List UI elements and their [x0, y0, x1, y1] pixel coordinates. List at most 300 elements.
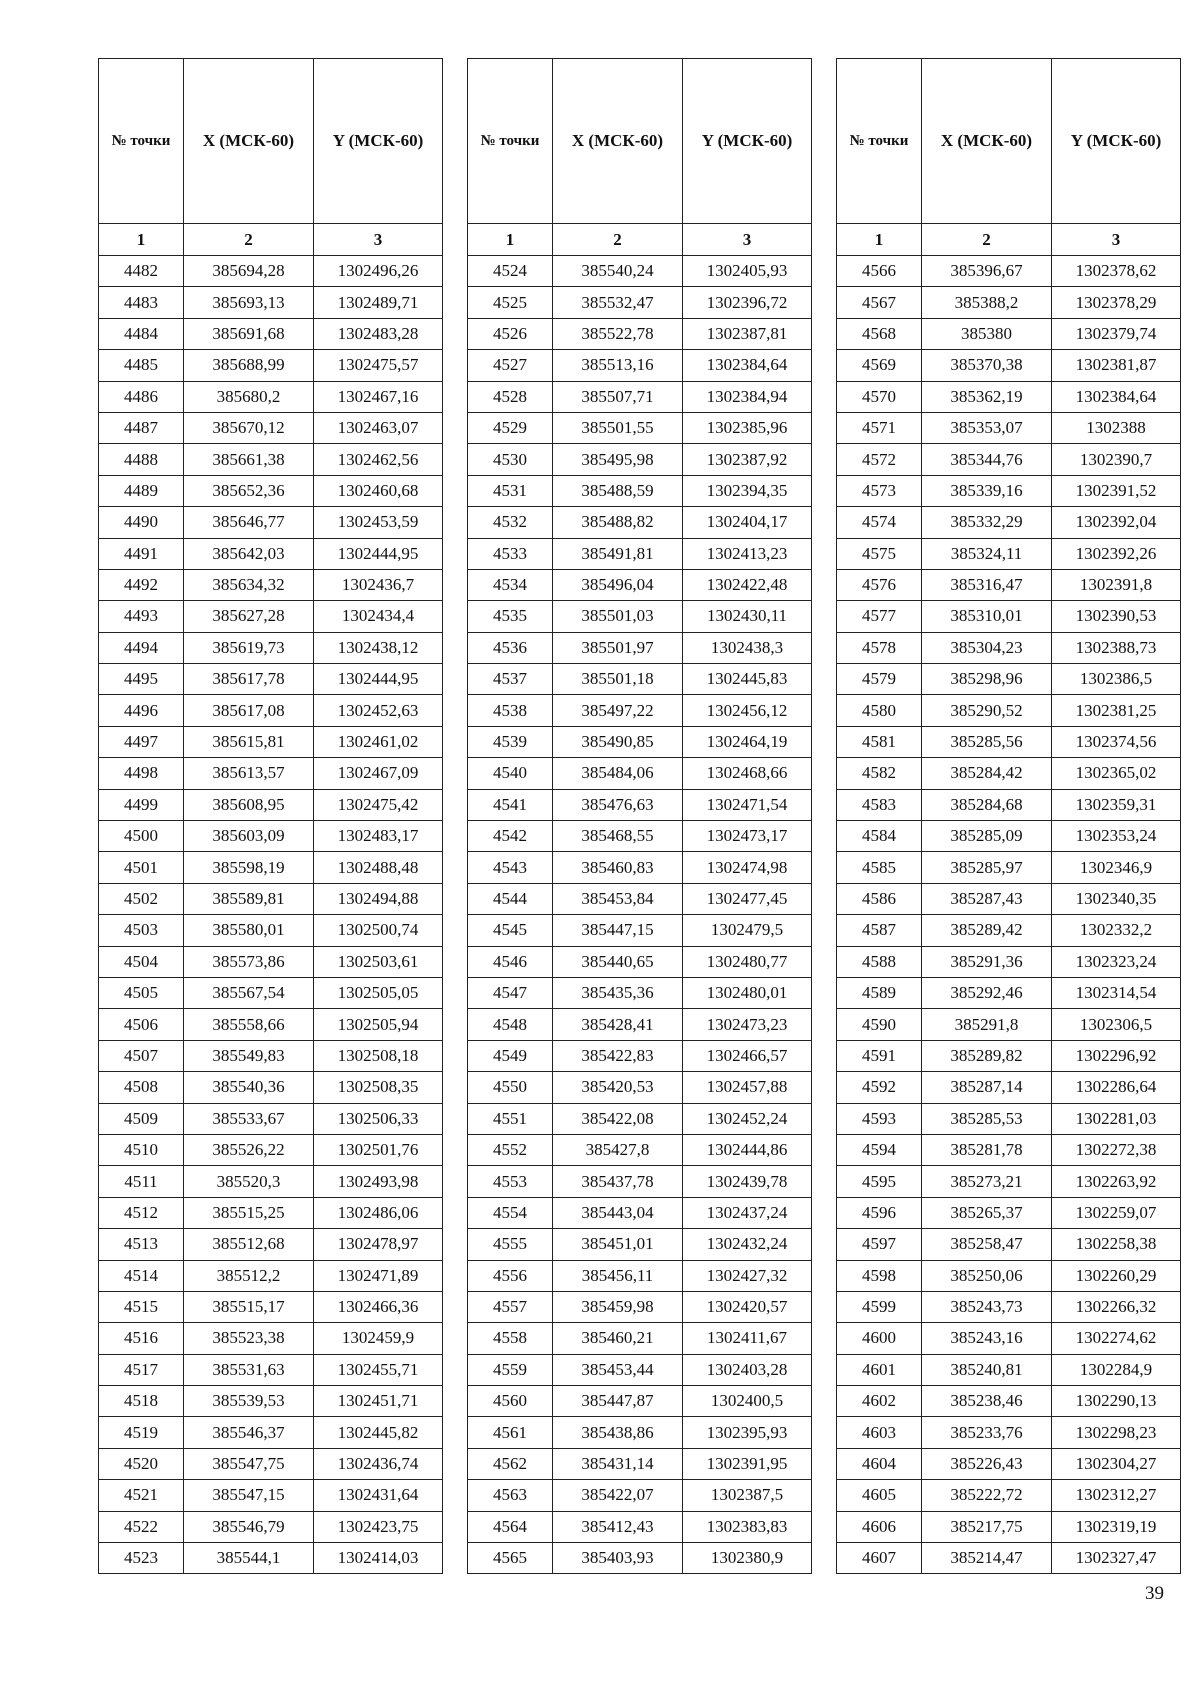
y-coordinate-cell: 1302346,9 — [1052, 852, 1181, 883]
table-row — [468, 1134, 812, 1165]
header-point-number: № точки — [468, 59, 553, 224]
point-number-cell: 4532 — [468, 507, 553, 538]
y-coordinate-cell: 1302463,07 — [314, 412, 443, 443]
point-number-cell: 4508 — [99, 1072, 184, 1103]
point-number-cell: 4488 — [99, 444, 184, 475]
point-number-cell: 4600 — [837, 1323, 922, 1354]
x-coordinate-cell: 385403,93 — [553, 1543, 683, 1574]
column-index: 2 — [553, 224, 683, 256]
x-coordinate-cell: 385468,55 — [553, 821, 683, 852]
y-coordinate-cell: 1302386,5 — [1052, 664, 1181, 695]
x-coordinate-cell: 385238,46 — [922, 1386, 1052, 1417]
x-coordinate-cell: 385526,22 — [184, 1134, 314, 1165]
point-number-cell: 4482 — [99, 256, 184, 287]
point-number-cell: 4576 — [837, 569, 922, 600]
y-coordinate-cell: 1302391,52 — [1052, 475, 1181, 506]
table-row — [468, 538, 812, 569]
point-number-cell: 4483 — [99, 287, 184, 318]
table-row — [468, 789, 812, 820]
y-coordinate-cell: 1302474,98 — [683, 852, 812, 883]
y-coordinate-cell: 1302467,09 — [314, 758, 443, 789]
point-number-cell: 4582 — [837, 758, 922, 789]
x-coordinate-cell: 385284,42 — [922, 758, 1052, 789]
point-number-cell: 4597 — [837, 1229, 922, 1260]
point-number-cell: 4536 — [468, 632, 553, 663]
x-coordinate-cell: 385547,75 — [184, 1448, 314, 1479]
table-row — [837, 412, 1181, 443]
x-coordinate-cell: 385515,25 — [184, 1197, 314, 1228]
x-coordinate-cell: 385362,19 — [922, 381, 1052, 412]
x-coordinate-cell: 385619,73 — [184, 632, 314, 663]
y-coordinate-cell: 1302444,86 — [683, 1134, 812, 1165]
x-coordinate-cell: 385603,09 — [184, 821, 314, 852]
table-row — [837, 977, 1181, 1008]
y-coordinate-cell: 1302459,9 — [314, 1323, 443, 1354]
point-number-cell: 4561 — [468, 1417, 553, 1448]
table-row — [99, 1072, 443, 1103]
point-number-cell: 4528 — [468, 381, 553, 412]
point-number-cell: 4595 — [837, 1166, 922, 1197]
y-coordinate-cell: 1302286,64 — [1052, 1072, 1181, 1103]
y-coordinate-cell: 1302306,5 — [1052, 1009, 1181, 1040]
table-row — [837, 287, 1181, 318]
point-number-cell: 4573 — [837, 475, 922, 506]
x-coordinate-cell: 385226,43 — [922, 1448, 1052, 1479]
header-point-number: № точки — [99, 59, 184, 224]
table-row — [468, 1386, 812, 1417]
y-coordinate-cell: 1302466,36 — [314, 1291, 443, 1322]
table-row — [99, 1354, 443, 1385]
x-coordinate-cell: 385214,47 — [922, 1543, 1052, 1574]
point-number-cell: 4493 — [99, 601, 184, 632]
x-coordinate-cell: 385501,03 — [553, 601, 683, 632]
table-row — [99, 444, 443, 475]
y-coordinate-cell: 1302471,54 — [683, 789, 812, 820]
x-coordinate-cell: 385291,36 — [922, 946, 1052, 977]
point-number-cell: 4563 — [468, 1480, 553, 1511]
y-coordinate-cell: 1302314,54 — [1052, 977, 1181, 1008]
point-number-cell: 4538 — [468, 695, 553, 726]
y-coordinate-cell: 1302431,64 — [314, 1480, 443, 1511]
x-coordinate-cell: 385688,99 — [184, 350, 314, 381]
y-coordinate-cell: 1302274,62 — [1052, 1323, 1181, 1354]
x-coordinate-cell: 385265,37 — [922, 1197, 1052, 1228]
point-number-cell: 4511 — [99, 1166, 184, 1197]
header-x: X (МСК-60) — [553, 59, 683, 224]
header-x: X (МСК-60) — [922, 59, 1052, 224]
table-header-row — [837, 59, 1181, 224]
x-coordinate-cell: 385496,04 — [553, 569, 683, 600]
table-row — [837, 569, 1181, 600]
y-coordinate-cell: 1302493,98 — [314, 1166, 443, 1197]
table-row — [99, 350, 443, 381]
y-coordinate-cell: 1302400,5 — [683, 1386, 812, 1417]
column-index: 3 — [1052, 224, 1181, 256]
y-coordinate-cell: 1302384,64 — [1052, 381, 1181, 412]
table-row — [837, 1511, 1181, 1542]
y-coordinate-cell: 1302388,73 — [1052, 632, 1181, 663]
table-row — [837, 1291, 1181, 1322]
x-coordinate-cell: 385598,19 — [184, 852, 314, 883]
y-coordinate-cell: 1302486,06 — [314, 1197, 443, 1228]
x-coordinate-cell: 385422,07 — [553, 1480, 683, 1511]
point-number-cell: 4569 — [837, 350, 922, 381]
table-row — [468, 1166, 812, 1197]
x-coordinate-cell: 385642,03 — [184, 538, 314, 569]
coordinates-table-3 — [836, 58, 1181, 1574]
y-coordinate-cell: 1302468,66 — [683, 758, 812, 789]
x-coordinate-cell: 385522,78 — [553, 318, 683, 349]
x-coordinate-cell: 385324,11 — [922, 538, 1052, 569]
table-row — [837, 1134, 1181, 1165]
column-index: 2 — [184, 224, 314, 256]
table-row — [837, 318, 1181, 349]
y-coordinate-cell: 1302508,18 — [314, 1040, 443, 1071]
x-coordinate-cell: 385222,72 — [922, 1480, 1052, 1511]
point-number-cell: 4574 — [837, 507, 922, 538]
y-coordinate-cell: 1302259,07 — [1052, 1197, 1181, 1228]
y-coordinate-cell: 1302392,26 — [1052, 538, 1181, 569]
y-coordinate-cell: 1302385,96 — [683, 412, 812, 443]
x-coordinate-cell: 385547,15 — [184, 1480, 314, 1511]
point-number-cell: 4555 — [468, 1229, 553, 1260]
x-coordinate-cell: 385287,43 — [922, 883, 1052, 914]
point-number-cell: 4586 — [837, 883, 922, 914]
table-row — [468, 1072, 812, 1103]
y-coordinate-cell: 1302304,27 — [1052, 1448, 1181, 1479]
table-row — [468, 1040, 812, 1071]
y-coordinate-cell: 1302445,82 — [314, 1417, 443, 1448]
table-row — [99, 946, 443, 977]
point-number-cell: 4575 — [837, 538, 922, 569]
y-coordinate-cell: 1302496,26 — [314, 256, 443, 287]
y-coordinate-cell: 1302483,28 — [314, 318, 443, 349]
y-coordinate-cell: 1302420,57 — [683, 1291, 812, 1322]
y-coordinate-cell: 1302414,03 — [314, 1543, 443, 1574]
table-row — [99, 1040, 443, 1071]
table-row — [468, 507, 812, 538]
point-number-cell: 4501 — [99, 852, 184, 883]
y-coordinate-cell: 1302438,3 — [683, 632, 812, 663]
point-number-cell: 4547 — [468, 977, 553, 1008]
table-row — [99, 1166, 443, 1197]
coordinates-table-2 — [467, 58, 812, 1574]
x-coordinate-cell: 385258,47 — [922, 1229, 1052, 1260]
y-coordinate-cell: 1302464,19 — [683, 726, 812, 757]
point-number-cell: 4584 — [837, 821, 922, 852]
y-coordinate-cell: 1302488,48 — [314, 852, 443, 883]
x-coordinate-cell: 385273,21 — [922, 1166, 1052, 1197]
point-number-cell: 4494 — [99, 632, 184, 663]
table-row — [99, 1260, 443, 1291]
point-number-cell: 4544 — [468, 883, 553, 914]
table-row — [468, 318, 812, 349]
x-coordinate-cell: 385488,59 — [553, 475, 683, 506]
x-coordinate-cell: 385476,63 — [553, 789, 683, 820]
point-number-cell: 4588 — [837, 946, 922, 977]
x-coordinate-cell: 385396,67 — [922, 256, 1052, 287]
y-coordinate-cell: 1302272,38 — [1052, 1134, 1181, 1165]
point-number-cell: 4554 — [468, 1197, 553, 1228]
y-coordinate-cell: 1302460,68 — [314, 475, 443, 506]
point-number-cell: 4570 — [837, 381, 922, 412]
table-row — [837, 1354, 1181, 1385]
x-coordinate-cell: 385523,38 — [184, 1323, 314, 1354]
header-y: Y (МСК-60) — [1052, 59, 1181, 224]
y-coordinate-cell: 1302430,11 — [683, 601, 812, 632]
y-coordinate-cell: 1302479,5 — [683, 915, 812, 946]
point-number-cell: 4497 — [99, 726, 184, 757]
x-coordinate-cell: 385490,85 — [553, 726, 683, 757]
coordinates-table-1 — [98, 58, 443, 1574]
page-number: 39 — [1145, 1583, 1164, 1604]
point-number-cell: 4500 — [99, 821, 184, 852]
point-number-cell: 4604 — [837, 1448, 922, 1479]
x-coordinate-cell: 385539,53 — [184, 1386, 314, 1417]
point-number-cell: 4485 — [99, 350, 184, 381]
table-row — [468, 1103, 812, 1134]
y-coordinate-cell: 1302392,04 — [1052, 507, 1181, 538]
table-row — [99, 821, 443, 852]
y-coordinate-cell: 1302359,31 — [1052, 789, 1181, 820]
table-row — [837, 256, 1181, 287]
y-coordinate-cell: 1302467,16 — [314, 381, 443, 412]
x-coordinate-cell: 385617,78 — [184, 664, 314, 695]
point-number-cell: 4557 — [468, 1291, 553, 1322]
x-coordinate-cell: 385422,08 — [553, 1103, 683, 1134]
y-coordinate-cell: 1302381,25 — [1052, 695, 1181, 726]
point-number-cell: 4596 — [837, 1197, 922, 1228]
x-coordinate-cell: 385515,17 — [184, 1291, 314, 1322]
table-row — [468, 444, 812, 475]
y-coordinate-cell: 1302403,28 — [683, 1354, 812, 1385]
point-number-cell: 4530 — [468, 444, 553, 475]
table-row — [99, 1543, 443, 1574]
point-number-cell: 4524 — [468, 256, 553, 287]
table-row — [837, 852, 1181, 883]
point-number-cell: 4583 — [837, 789, 922, 820]
table-row — [837, 475, 1181, 506]
point-number-cell: 4503 — [99, 915, 184, 946]
y-coordinate-cell: 1302281,03 — [1052, 1103, 1181, 1134]
point-number-cell: 4509 — [99, 1103, 184, 1134]
x-coordinate-cell: 385285,56 — [922, 726, 1052, 757]
point-number-cell: 4542 — [468, 821, 553, 852]
column-index: 1 — [468, 224, 553, 256]
x-coordinate-cell: 385549,83 — [184, 1040, 314, 1071]
point-number-cell: 4512 — [99, 1197, 184, 1228]
table-row — [468, 1197, 812, 1228]
y-coordinate-cell: 1302471,89 — [314, 1260, 443, 1291]
table-row — [468, 1354, 812, 1385]
point-number-cell: 4562 — [468, 1448, 553, 1479]
point-number-cell: 4534 — [468, 569, 553, 600]
table-row — [468, 852, 812, 883]
x-coordinate-cell: 385332,29 — [922, 507, 1052, 538]
y-coordinate-cell: 1302483,17 — [314, 821, 443, 852]
x-coordinate-cell: 385520,3 — [184, 1166, 314, 1197]
point-number-cell: 4566 — [837, 256, 922, 287]
x-coordinate-cell: 385532,47 — [553, 287, 683, 318]
x-coordinate-cell: 385693,13 — [184, 287, 314, 318]
point-number-cell: 4496 — [99, 695, 184, 726]
point-number-cell: 4527 — [468, 350, 553, 381]
x-coordinate-cell: 385431,14 — [553, 1448, 683, 1479]
column-index: 1 — [837, 224, 922, 256]
point-number-cell: 4515 — [99, 1291, 184, 1322]
y-coordinate-cell: 1302461,02 — [314, 726, 443, 757]
y-coordinate-cell: 1302258,38 — [1052, 1229, 1181, 1260]
table-row — [99, 1323, 443, 1354]
y-coordinate-cell: 1302457,88 — [683, 1072, 812, 1103]
x-coordinate-cell: 385540,24 — [553, 256, 683, 287]
table-row — [837, 1480, 1181, 1511]
x-coordinate-cell: 385617,08 — [184, 695, 314, 726]
table-row — [99, 475, 443, 506]
x-coordinate-cell: 385370,38 — [922, 350, 1052, 381]
y-coordinate-cell: 1302323,24 — [1052, 946, 1181, 977]
y-coordinate-cell: 1302501,76 — [314, 1134, 443, 1165]
y-coordinate-cell: 1302404,17 — [683, 507, 812, 538]
x-coordinate-cell: 385289,42 — [922, 915, 1052, 946]
point-number-cell: 4489 — [99, 475, 184, 506]
x-coordinate-cell: 385284,68 — [922, 789, 1052, 820]
point-number-cell: 4553 — [468, 1166, 553, 1197]
y-coordinate-cell: 1302505,94 — [314, 1009, 443, 1040]
point-number-cell: 4529 — [468, 412, 553, 443]
x-coordinate-cell: 385491,81 — [553, 538, 683, 569]
table-row — [468, 664, 812, 695]
x-coordinate-cell: 385453,84 — [553, 883, 683, 914]
table-row — [837, 695, 1181, 726]
point-number-cell: 4556 — [468, 1260, 553, 1291]
y-coordinate-cell: 1302508,35 — [314, 1072, 443, 1103]
y-coordinate-cell: 1302384,64 — [683, 350, 812, 381]
table-row — [99, 664, 443, 695]
x-coordinate-cell: 385339,16 — [922, 475, 1052, 506]
x-coordinate-cell: 385388,2 — [922, 287, 1052, 318]
table-row — [99, 1291, 443, 1322]
point-number-cell: 4498 — [99, 758, 184, 789]
point-number-cell: 4505 — [99, 977, 184, 1008]
point-number-cell: 4579 — [837, 664, 922, 695]
y-coordinate-cell: 1302506,33 — [314, 1103, 443, 1134]
x-coordinate-cell: 385613,57 — [184, 758, 314, 789]
point-number-cell: 4550 — [468, 1072, 553, 1103]
table-row — [837, 1009, 1181, 1040]
x-coordinate-cell: 385646,77 — [184, 507, 314, 538]
x-coordinate-cell: 385240,81 — [922, 1354, 1052, 1385]
y-coordinate-cell: 1302480,77 — [683, 946, 812, 977]
x-coordinate-cell: 385453,44 — [553, 1354, 683, 1385]
y-coordinate-cell: 1302387,81 — [683, 318, 812, 349]
table-row — [468, 977, 812, 1008]
y-coordinate-cell: 1302263,92 — [1052, 1166, 1181, 1197]
point-number-cell: 4506 — [99, 1009, 184, 1040]
x-coordinate-cell: 385456,11 — [553, 1260, 683, 1291]
table-row — [99, 1386, 443, 1417]
point-number-cell: 4514 — [99, 1260, 184, 1291]
point-number-cell: 4540 — [468, 758, 553, 789]
x-coordinate-cell: 385497,22 — [553, 695, 683, 726]
point-number-cell: 4564 — [468, 1511, 553, 1542]
point-number-cell: 4548 — [468, 1009, 553, 1040]
point-number-cell: 4593 — [837, 1103, 922, 1134]
table-row — [99, 256, 443, 287]
point-number-cell: 4552 — [468, 1134, 553, 1165]
table-row — [99, 632, 443, 663]
header-point-number: № точки — [837, 59, 922, 224]
table-row — [837, 1448, 1181, 1479]
x-coordinate-cell: 385460,21 — [553, 1323, 683, 1354]
x-coordinate-cell: 385285,97 — [922, 852, 1052, 883]
table-row — [99, 695, 443, 726]
x-coordinate-cell: 385380 — [922, 318, 1052, 349]
y-coordinate-cell: 1302427,32 — [683, 1260, 812, 1291]
x-coordinate-cell: 385501,18 — [553, 664, 683, 695]
x-coordinate-cell: 385608,95 — [184, 789, 314, 820]
x-coordinate-cell: 385290,52 — [922, 695, 1052, 726]
point-number-cell: 4499 — [99, 789, 184, 820]
x-coordinate-cell: 385589,81 — [184, 883, 314, 914]
point-number-cell: 4602 — [837, 1386, 922, 1417]
table-row — [468, 1417, 812, 1448]
x-coordinate-cell: 385460,83 — [553, 852, 683, 883]
table-row — [837, 1260, 1181, 1291]
y-coordinate-cell: 1302452,63 — [314, 695, 443, 726]
point-number-cell: 4518 — [99, 1386, 184, 1417]
table-row — [468, 1291, 812, 1322]
point-number-cell: 4590 — [837, 1009, 922, 1040]
x-coordinate-cell: 385353,07 — [922, 412, 1052, 443]
y-coordinate-cell: 1302451,71 — [314, 1386, 443, 1417]
point-number-cell: 4601 — [837, 1354, 922, 1385]
point-number-cell: 4599 — [837, 1291, 922, 1322]
table-row — [99, 1134, 443, 1165]
y-coordinate-cell: 1302390,7 — [1052, 444, 1181, 475]
y-coordinate-cell: 1302388 — [1052, 412, 1181, 443]
table-header-row — [99, 59, 443, 224]
table-row — [837, 601, 1181, 632]
y-coordinate-cell: 1302284,9 — [1052, 1354, 1181, 1385]
point-number-cell: 4558 — [468, 1323, 553, 1354]
table-row — [468, 695, 812, 726]
y-coordinate-cell: 1302379,74 — [1052, 318, 1181, 349]
y-coordinate-cell: 1302473,17 — [683, 821, 812, 852]
point-number-cell: 4567 — [837, 287, 922, 318]
point-number-cell: 4492 — [99, 569, 184, 600]
table-row — [99, 726, 443, 757]
table-row — [99, 412, 443, 443]
point-number-cell: 4487 — [99, 412, 184, 443]
table-row — [99, 287, 443, 318]
table-row — [837, 381, 1181, 412]
table-row — [468, 758, 812, 789]
y-coordinate-cell: 1302436,74 — [314, 1448, 443, 1479]
table-row — [99, 507, 443, 538]
column-index: 3 — [683, 224, 812, 256]
y-coordinate-cell: 1302475,42 — [314, 789, 443, 820]
table-row — [837, 350, 1181, 381]
y-coordinate-cell: 1302387,92 — [683, 444, 812, 475]
column-index: 3 — [314, 224, 443, 256]
point-number-cell: 4598 — [837, 1260, 922, 1291]
point-number-cell: 4606 — [837, 1511, 922, 1542]
x-coordinate-cell: 385427,8 — [553, 1134, 683, 1165]
x-coordinate-cell: 385437,78 — [553, 1166, 683, 1197]
table-header-row — [468, 59, 812, 224]
y-coordinate-cell: 1302452,24 — [683, 1103, 812, 1134]
